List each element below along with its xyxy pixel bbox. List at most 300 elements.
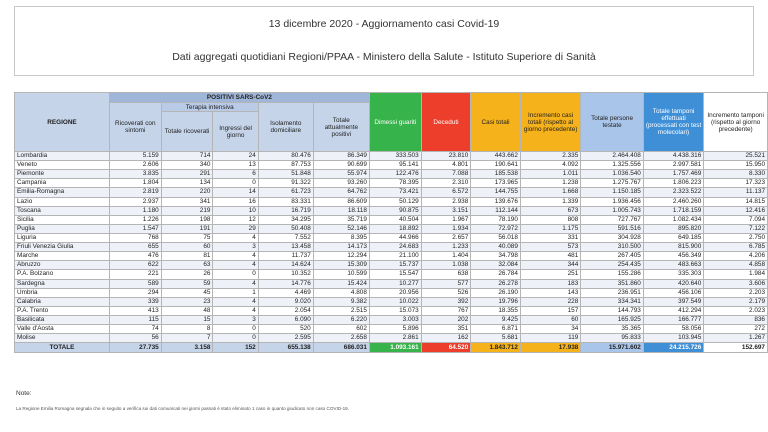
cell-deceduti: 4.801 xyxy=(421,161,471,170)
cell-incremento: 228 xyxy=(520,297,580,306)
cell-isolamento: 50.408 xyxy=(258,224,313,233)
cell-isolamento: 4.469 xyxy=(258,288,313,297)
cell-ingressi: 12 xyxy=(213,215,258,224)
table-row xyxy=(15,206,768,215)
cell-incremento: 481 xyxy=(520,252,580,261)
cell-positivi: 12.294 xyxy=(313,252,369,261)
cell-positivi: 55.974 xyxy=(313,170,369,179)
cell-casi: 190.641 xyxy=(471,161,521,170)
cell-ingressi: 1 xyxy=(213,288,258,297)
cell-testati: 1.325.556 xyxy=(581,161,644,170)
cell-incr-tamponi: 12.416 xyxy=(704,206,768,215)
cell-terapia: 48 xyxy=(161,306,213,315)
cell-incremento: 251 xyxy=(520,270,580,279)
cell-testati: 310.500 xyxy=(581,243,644,252)
cell-positivi: 2.658 xyxy=(313,334,369,343)
table-row xyxy=(15,188,768,197)
cell-positivi: 14.173 xyxy=(313,243,369,252)
cell-ricoverati: 413 xyxy=(109,306,161,315)
cell-ricoverati: 1.226 xyxy=(109,215,161,224)
cell-testati: 2.464.408 xyxy=(581,152,644,161)
cell-guariti: 78.395 xyxy=(369,179,421,188)
cell-incr-tamponi: 15.950 xyxy=(704,161,768,170)
cell-guariti: 15.073 xyxy=(369,306,421,315)
table-row xyxy=(15,306,768,315)
cell-tamponi: 1.757.469 xyxy=(643,170,703,179)
cell-terapia: 75 xyxy=(161,233,213,242)
cell-casi: 26.784 xyxy=(471,270,521,279)
cell-guariti: 50.129 xyxy=(369,197,421,206)
note-text: La Regione Emilia Romagna segnala che in seguito a verifica sui dati comunicati nei giorni passati è stato eliminato 1 caso in quanto giudicato non caso COVID-19. xyxy=(16,406,349,411)
cell-terapia: 198 xyxy=(161,215,213,224)
cell-testati: 95.833 xyxy=(581,334,644,343)
cell-guariti: 333.503 xyxy=(369,152,421,161)
table-row xyxy=(15,325,768,334)
cell-incr-tamponi: 4.858 xyxy=(704,261,768,270)
cell-casi: 40.089 xyxy=(471,243,521,252)
cell-isolamento: 9.020 xyxy=(258,297,313,306)
cell-tamponi: 420.640 xyxy=(643,279,703,288)
cell-incr-tamponi: 272 xyxy=(704,325,768,334)
cell-tamponi: 1.082.434 xyxy=(643,215,703,224)
cell-incremento: 183 xyxy=(520,279,580,288)
cell-isolamento: 13.458 xyxy=(258,243,313,252)
table-row xyxy=(15,179,768,188)
cell-casi: 144.755 xyxy=(471,188,521,197)
cell-terapia: 81 xyxy=(161,252,213,261)
cell-terapia: 7 xyxy=(161,334,213,343)
table-row xyxy=(15,279,768,288)
totals-row xyxy=(15,343,768,353)
cell-positivi: 15.309 xyxy=(313,261,369,270)
cell-positivi: 86.349 xyxy=(313,152,369,161)
cell-testati: 35.365 xyxy=(581,325,644,334)
cell-positivi: 15.424 xyxy=(313,279,369,288)
cell-ricoverati: 2.937 xyxy=(109,197,161,206)
cell-tamponi: 4.438.316 xyxy=(643,152,703,161)
cell-ricoverati: 74 xyxy=(109,325,161,334)
cell-ricoverati: 294 xyxy=(109,288,161,297)
cell-incr-tamponi: 3.606 xyxy=(704,279,768,288)
cell-ingressi: 3 xyxy=(213,315,258,324)
totals-testati: 15.971.602 xyxy=(581,343,644,353)
cell-deceduti: 526 xyxy=(421,288,471,297)
cell-incremento: 1.175 xyxy=(520,224,580,233)
cell-regione: Piemonte xyxy=(15,170,110,179)
cell-ricoverati: 1.547 xyxy=(109,224,161,233)
totals-guariti: 1.093.161 xyxy=(369,343,421,353)
cell-ingressi: 14 xyxy=(213,188,258,197)
cell-incr-tamponi: 4.206 xyxy=(704,252,768,261)
cell-isolamento: 7.552 xyxy=(258,233,313,242)
table-row xyxy=(15,243,768,252)
cell-incremento: 673 xyxy=(520,206,580,215)
cell-tamponi: 456.349 xyxy=(643,252,703,261)
cell-terapia: 714 xyxy=(161,152,213,161)
table-row xyxy=(15,288,768,297)
header-ingressi: Ingressi del giorno xyxy=(213,112,258,152)
cell-testati: 727.767 xyxy=(581,215,644,224)
report-header xyxy=(14,6,754,76)
cell-positivi: 602 xyxy=(313,325,369,334)
header-totale-ricoverati: Totale ricoverati xyxy=(161,112,213,152)
cell-deceduti: 2.938 xyxy=(421,197,471,206)
cell-regione: Lombardia xyxy=(15,152,110,161)
cell-ingressi: 3 xyxy=(213,243,258,252)
totals-deceduti: 64.520 xyxy=(421,343,471,353)
report-date-title: 13 dicembre 2020 - Aggiornamento casi Covid-19 xyxy=(268,18,500,30)
cell-isolamento: 14.624 xyxy=(258,261,313,270)
cell-terapia: 340 xyxy=(161,161,213,170)
cell-testati: 144.793 xyxy=(581,306,644,315)
cell-deceduti: 1.967 xyxy=(421,215,471,224)
cell-incr-tamponi: 7.094 xyxy=(704,215,768,224)
cell-ingressi: 4 xyxy=(213,252,258,261)
cell-ingressi: 10 xyxy=(213,206,258,215)
cell-isolamento: 51.848 xyxy=(258,170,313,179)
cell-ingressi: 4 xyxy=(213,297,258,306)
cell-ingressi: 4 xyxy=(213,261,258,270)
cell-ingressi: 29 xyxy=(213,224,258,233)
cell-ricoverati: 1.804 xyxy=(109,179,161,188)
cell-testati: 165.925 xyxy=(581,315,644,324)
cell-testati: 334.341 xyxy=(581,297,644,306)
cell-terapia: 341 xyxy=(161,197,213,206)
cell-incremento: 119 xyxy=(520,334,580,343)
cell-casi: 9.425 xyxy=(471,315,521,324)
cell-incr-tamponi: 1.267 xyxy=(704,334,768,343)
table-row xyxy=(15,252,768,261)
table-row xyxy=(15,297,768,306)
cell-incr-tamponi: 7.122 xyxy=(704,224,768,233)
cell-positivi: 86.609 xyxy=(313,197,369,206)
cell-guariti: 44.966 xyxy=(369,233,421,242)
cell-guariti: 90.875 xyxy=(369,206,421,215)
cell-tamponi: 335.303 xyxy=(643,270,703,279)
cell-incr-tamponi: 2.179 xyxy=(704,297,768,306)
cell-regione: Valle d'Aosta xyxy=(15,325,110,334)
header-tamponi: Totale tamponi effettuati (processati con test molecolari) xyxy=(643,93,703,152)
cell-guariti: 122.476 xyxy=(369,170,421,179)
cell-isolamento: 16.719 xyxy=(258,206,313,215)
cell-ricoverati: 2.606 xyxy=(109,161,161,170)
header-deceduti: Deceduti xyxy=(421,93,471,152)
cell-positivi: 90.699 xyxy=(313,161,369,170)
cell-isolamento: 91.322 xyxy=(258,179,313,188)
cell-isolamento: 520 xyxy=(258,325,313,334)
cell-testati: 267.405 xyxy=(581,252,644,261)
cell-ricoverati: 1.180 xyxy=(109,206,161,215)
cell-guariti: 20.956 xyxy=(369,288,421,297)
cell-incr-tamponi: 836 xyxy=(704,315,768,324)
cell-tamponi: 1.718.159 xyxy=(643,206,703,215)
cell-terapia: 220 xyxy=(161,188,213,197)
table-row xyxy=(15,170,768,179)
cell-testati: 304.928 xyxy=(581,233,644,242)
cell-regione: Lazio xyxy=(15,197,110,206)
header-testati: Totale persone testate xyxy=(581,93,644,152)
note-label: Note: xyxy=(16,390,32,397)
cell-ingressi: 4 xyxy=(213,279,258,288)
cell-isolamento: 2.054 xyxy=(258,306,313,315)
table-row xyxy=(15,152,768,161)
cell-incremento: 1.238 xyxy=(520,179,580,188)
cell-ricoverati: 476 xyxy=(109,252,161,261)
cell-ricoverati: 56 xyxy=(109,334,161,343)
cell-regione: Sardegna xyxy=(15,279,110,288)
cell-tamponi: 456.106 xyxy=(643,288,703,297)
cell-deceduti: 1.934 xyxy=(421,224,471,233)
cell-testati: 591.516 xyxy=(581,224,644,233)
table-row xyxy=(15,233,768,242)
cell-guariti: 18.892 xyxy=(369,224,421,233)
cell-deceduti: 392 xyxy=(421,297,471,306)
cell-isolamento: 6.090 xyxy=(258,315,313,324)
totals-tamponi: 24.215.726 xyxy=(643,343,703,353)
cell-incremento: 34 xyxy=(520,325,580,334)
totals-ricoverati: 27.735 xyxy=(109,343,161,353)
cell-terapia: 26 xyxy=(161,270,213,279)
cell-guariti: 5.896 xyxy=(369,325,421,334)
cell-isolamento: 34.295 xyxy=(258,215,313,224)
cell-casi: 78.190 xyxy=(471,215,521,224)
cell-casi: 5.681 xyxy=(471,334,521,343)
cell-tamponi: 2.997.581 xyxy=(643,161,703,170)
cell-terapia: 23 xyxy=(161,297,213,306)
cell-deceduti: 3.151 xyxy=(421,206,471,215)
cell-casi: 443.662 xyxy=(471,152,521,161)
cell-testati: 1.005.743 xyxy=(581,206,644,215)
cell-incr-tamponi: 2.750 xyxy=(704,233,768,242)
cell-regione: Toscana xyxy=(15,206,110,215)
cell-ingressi: 16 xyxy=(213,197,258,206)
cell-guariti: 3.003 xyxy=(369,315,421,324)
table-row xyxy=(15,161,768,170)
cell-isolamento: 80.476 xyxy=(258,152,313,161)
cell-positivi: 18.118 xyxy=(313,206,369,215)
cell-incremento: 573 xyxy=(520,243,580,252)
cell-regione: P.A. Bolzano xyxy=(15,270,110,279)
cell-positivi: 2.515 xyxy=(313,306,369,315)
cell-deceduti: 23.810 xyxy=(421,152,471,161)
cell-incr-tamponi: 8.330 xyxy=(704,170,768,179)
cell-guariti: 24.683 xyxy=(369,243,421,252)
cell-incr-tamponi: 25.521 xyxy=(704,152,768,161)
cell-ingressi: 0 xyxy=(213,179,258,188)
cell-incremento: 157 xyxy=(520,306,580,315)
cell-ingressi: 13 xyxy=(213,161,258,170)
cell-deceduti: 6.572 xyxy=(421,188,471,197)
cell-isolamento: 14.776 xyxy=(258,279,313,288)
cell-guariti: 95.141 xyxy=(369,161,421,170)
cell-ingressi: 0 xyxy=(213,270,258,279)
cell-incr-tamponi: 17.323 xyxy=(704,179,768,188)
cell-isolamento: 2.595 xyxy=(258,334,313,343)
cell-ricoverati: 339 xyxy=(109,297,161,306)
cell-incremento: 2.335 xyxy=(520,152,580,161)
cell-isolamento: 10.352 xyxy=(258,270,313,279)
cell-tamponi: 815.900 xyxy=(643,243,703,252)
header-incr-tamponi: Incremento tamponi (rispetto al giorno precedente) xyxy=(704,93,768,152)
table-row xyxy=(15,334,768,343)
totals-terapia: 3.158 xyxy=(161,343,213,353)
cell-regione: Abruzzo xyxy=(15,261,110,270)
cell-testati: 1.150.185 xyxy=(581,188,644,197)
table-row xyxy=(15,315,768,324)
cell-guariti: 21.100 xyxy=(369,252,421,261)
cell-isolamento: 87.753 xyxy=(258,161,313,170)
cell-tamponi: 166.777 xyxy=(643,315,703,324)
cell-tamponi: 58.056 xyxy=(643,325,703,334)
cell-terapia: 219 xyxy=(161,206,213,215)
cell-deceduti: 2.310 xyxy=(421,179,471,188)
cell-terapia: 291 xyxy=(161,170,213,179)
cell-testati: 254.435 xyxy=(581,261,644,270)
cell-guariti: 10.277 xyxy=(369,279,421,288)
cell-tamponi: 483.663 xyxy=(643,261,703,270)
cell-regione: Molise xyxy=(15,334,110,343)
cell-ricoverati: 622 xyxy=(109,261,161,270)
cell-guariti: 15.737 xyxy=(369,261,421,270)
cell-ricoverati: 768 xyxy=(109,233,161,242)
cell-deceduti: 1.038 xyxy=(421,261,471,270)
cell-isolamento: 61.723 xyxy=(258,188,313,197)
cell-regione: Marche xyxy=(15,252,110,261)
cell-casi: 18.355 xyxy=(471,306,521,315)
cell-positivi: 93.260 xyxy=(313,179,369,188)
cell-incr-tamponi: 11.137 xyxy=(704,188,768,197)
cell-casi: 56.018 xyxy=(471,233,521,242)
cell-terapia: 45 xyxy=(161,288,213,297)
cell-terapia: 63 xyxy=(161,261,213,270)
cell-positivi: 8.395 xyxy=(313,233,369,242)
cell-incr-tamponi: 14.815 xyxy=(704,197,768,206)
cell-incremento: 1.339 xyxy=(520,197,580,206)
header-positivi: POSITIVI SARS-CoV2 xyxy=(109,93,369,103)
header-isolamento: Isolamento domiciliare xyxy=(258,103,313,152)
cell-deceduti: 638 xyxy=(421,270,471,279)
cell-guariti: 40.504 xyxy=(369,215,421,224)
cell-terapia: 15 xyxy=(161,315,213,324)
table-row xyxy=(15,215,768,224)
covid-region-table xyxy=(14,92,768,353)
cell-casi: 6.871 xyxy=(471,325,521,334)
cell-isolamento: 11.737 xyxy=(258,252,313,261)
header-guariti: Dimessi guariti xyxy=(369,93,421,152)
totals-label: TOTALE xyxy=(15,343,110,353)
cell-regione: Sicilia xyxy=(15,215,110,224)
cell-casi: 139.676 xyxy=(471,197,521,206)
totals-incremento: 17.938 xyxy=(520,343,580,353)
cell-regione: Basilicata xyxy=(15,315,110,324)
cell-casi: 112.144 xyxy=(471,206,521,215)
cell-incr-tamponi: 2.203 xyxy=(704,288,768,297)
table-row xyxy=(15,261,768,270)
cell-guariti: 10.022 xyxy=(369,297,421,306)
totals-positivi: 686.031 xyxy=(313,343,369,353)
cell-tamponi: 1.806.223 xyxy=(643,179,703,188)
header-terapia-group: Terapia intensiva xyxy=(161,103,258,112)
cell-positivi: 35.719 xyxy=(313,215,369,224)
cell-deceduti: 351 xyxy=(421,325,471,334)
table-row xyxy=(15,197,768,206)
cell-ingressi: 4 xyxy=(213,233,258,242)
cell-tamponi: 103.945 xyxy=(643,334,703,343)
cell-testati: 1.275.767 xyxy=(581,179,644,188)
cell-ricoverati: 3.835 xyxy=(109,170,161,179)
totals-ingressi: 152 xyxy=(213,343,258,353)
cell-deceduti: 577 xyxy=(421,279,471,288)
cell-testati: 236.951 xyxy=(581,288,644,297)
cell-tamponi: 2.323.522 xyxy=(643,188,703,197)
cell-deceduti: 1.404 xyxy=(421,252,471,261)
cell-tamponi: 397.549 xyxy=(643,297,703,306)
header-casi: Casi totali xyxy=(471,93,521,152)
cell-regione: Emilia-Romagna xyxy=(15,188,110,197)
totals-casi: 1.843.712 xyxy=(471,343,521,353)
cell-ricoverati: 2.819 xyxy=(109,188,161,197)
cell-casi: 185.538 xyxy=(471,170,521,179)
cell-casi: 72.972 xyxy=(471,224,521,233)
cell-regione: Umbria xyxy=(15,288,110,297)
cell-incremento: 4.092 xyxy=(520,161,580,170)
cell-ricoverati: 221 xyxy=(109,270,161,279)
cell-deceduti: 202 xyxy=(421,315,471,324)
cell-regione: Calabria xyxy=(15,297,110,306)
cell-incremento: 1.668 xyxy=(520,188,580,197)
cell-casi: 26.278 xyxy=(471,279,521,288)
table-row xyxy=(15,224,768,233)
cell-terapia: 8 xyxy=(161,325,213,334)
cell-ingressi: 0 xyxy=(213,325,258,334)
cell-guariti: 73.421 xyxy=(369,188,421,197)
cell-regione: Friuli Venezia Giulia xyxy=(15,243,110,252)
cell-casi: 32.084 xyxy=(471,261,521,270)
cell-terapia: 191 xyxy=(161,224,213,233)
cell-terapia: 59 xyxy=(161,279,213,288)
cell-incremento: 808 xyxy=(520,215,580,224)
cell-positivi: 6.220 xyxy=(313,315,369,324)
header-ricoverati: Ricoverati con sintomi xyxy=(109,103,161,152)
cell-testati: 155.286 xyxy=(581,270,644,279)
cell-casi: 26.190 xyxy=(471,288,521,297)
cell-casi: 173.965 xyxy=(471,179,521,188)
cell-tamponi: 2.460.260 xyxy=(643,197,703,206)
header-regione: REGIONE xyxy=(15,93,110,152)
cell-positivi: 4.808 xyxy=(313,288,369,297)
cell-ricoverati: 115 xyxy=(109,315,161,324)
cell-terapia: 60 xyxy=(161,243,213,252)
cell-deceduti: 7.088 xyxy=(421,170,471,179)
cell-incremento: 331 xyxy=(520,233,580,242)
cell-deceduti: 2.657 xyxy=(421,233,471,242)
cell-testati: 1.036.540 xyxy=(581,170,644,179)
cell-guariti: 15.547 xyxy=(369,270,421,279)
cell-regione: Veneto xyxy=(15,161,110,170)
cell-regione: Campania xyxy=(15,179,110,188)
cell-ingressi: 0 xyxy=(213,334,258,343)
cell-ricoverati: 589 xyxy=(109,279,161,288)
totals-isolamento: 655.138 xyxy=(258,343,313,353)
totals-incr-tamponi: 152.697 xyxy=(704,343,768,353)
cell-incr-tamponi: 1.984 xyxy=(704,270,768,279)
cell-ingressi: 6 xyxy=(213,170,258,179)
cell-incremento: 60 xyxy=(520,315,580,324)
cell-positivi: 64.762 xyxy=(313,188,369,197)
cell-regione: Puglia xyxy=(15,224,110,233)
cell-regione: P.A. Trento xyxy=(15,306,110,315)
cell-testati: 1.936.456 xyxy=(581,197,644,206)
